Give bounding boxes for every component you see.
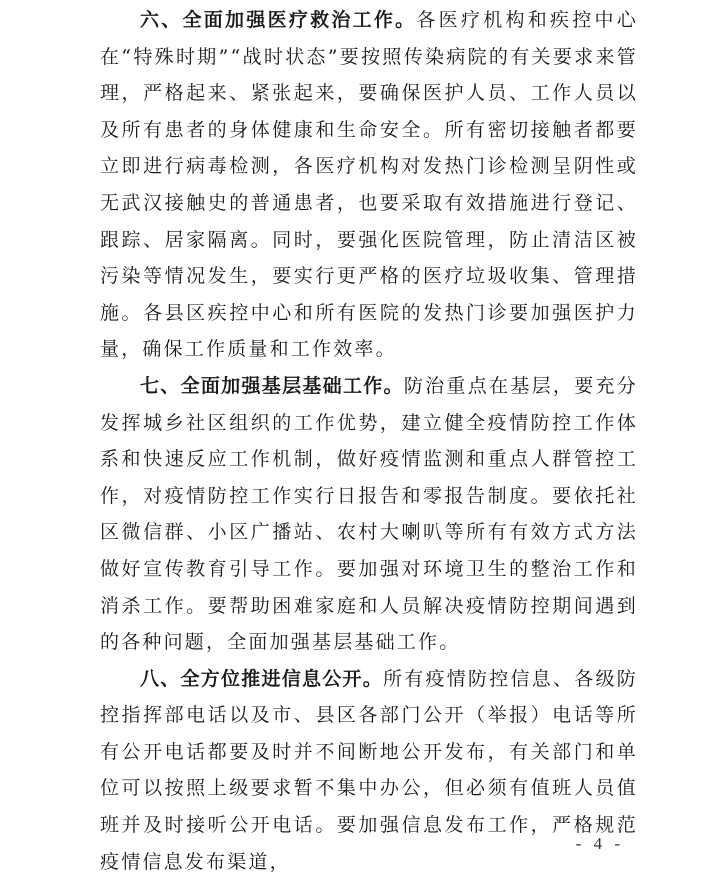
section-heading: 八、全方位推进信息公开。 bbox=[140, 667, 384, 690]
section-information-disclosure bbox=[100, 661, 638, 880]
section-medical-treatment bbox=[100, 2, 638, 368]
section-body: 各医疗机构和疾控中心在“特殊时期”“战时状态”要按照传染病院的有关要求来管理，严格起来、紧张起来，要确保医护人员、工作人员以及所有患者的身体健康和生命安全。所有密切接触者都要立即进行病毒检测，各医疗机构对发热门诊检测呈阴性或无武汉接触史的普通患者，也要采取有效措施进行登记、跟踪、居家隔离。同时，要强化医院管理，防止清洁区被污染等情况发生，要实行更严格的医疗垃圾收集、管理措施。各县区疾控中心和所有医院的发热门诊要加强医护力量，确保工作质量和工作效率。 bbox=[100, 9, 638, 361]
section-body: 所有疫情防控信息、各级防控指挥部电话以及市、县区各部门公开（举报）电话等所有公开电话都要及时并不间断地公开发布，有关部门和单位可以按照上级要求暂不集中办公，但必须有值班人员值班并及时接听公开电话。要加强信息发布工作，严格规范疫情信息发布渠道， bbox=[100, 667, 638, 873]
section-grassroots-work bbox=[100, 368, 638, 661]
section-heading: 七、全面加强基层基础工作。 bbox=[140, 374, 404, 397]
section-heading: 六、全面加强医疗救治工作。 bbox=[140, 9, 417, 31]
page-number: - 4 - bbox=[575, 834, 624, 853]
section-body: 防治重点在基层，要充分发挥城乡社区组织的工作优势，建立健全疫情防控工作体系和快速反应工作机制，做好疫情监测和重点人群管控工作，对疫情防控工作实行日报告和零报告制度。要依托社区微信群、小区广播站、农村大喇叭等所有有效方式方法做好宣传教育引导工作。要加强对环境卫生的整治工作和消杀工作。要帮助困难家庭和人员解决疫情防控期间遇到的各种问题，全面加强基层基础工作。 bbox=[100, 374, 638, 654]
